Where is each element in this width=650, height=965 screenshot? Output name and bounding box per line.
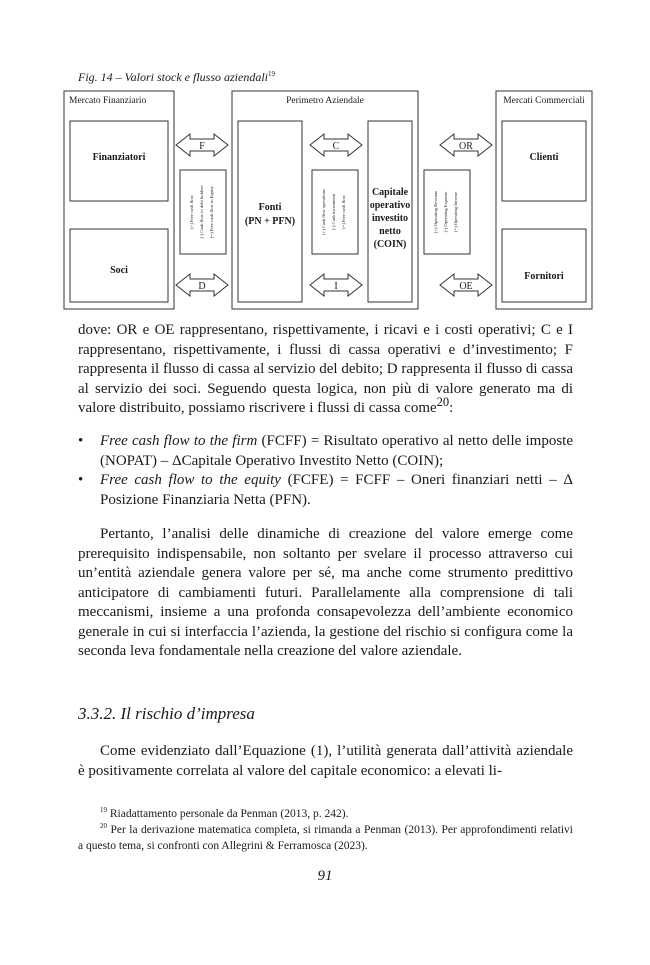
fornitori-box bbox=[502, 229, 586, 302]
arrow-d-label: D bbox=[198, 281, 206, 292]
capitale-label-2: operativo bbox=[369, 200, 411, 211]
fornitori-label: Fornitori bbox=[524, 271, 564, 282]
footnotes bbox=[78, 806, 573, 854]
fonti-sub-label: (PN + PFN) bbox=[244, 216, 296, 227]
left-flow-line-3: (=) Free cash flow to Equity bbox=[209, 186, 214, 238]
list-item: • Free cash flow to the firm (FCFF) = Risultato operativo al netto delle imposte (NOPAT) – ΔCapitale Operativo Investito Netto (COIN); bbox=[78, 433, 574, 469]
footnote: $^{20}$ Per la derivazione matematica completa, si rimanda a Penman (2013). Per approfondimenti relativi a questo tema, si confronti con Allegrini & Ferramosca (2023). bbox=[78, 822, 573, 852]
mercato-finanziario-title: Mercato Finanziario bbox=[69, 96, 147, 106]
right-flow-line-1: (+) Operating Revenue bbox=[433, 190, 438, 234]
capitale-label-4: netto bbox=[379, 226, 401, 237]
arrow-oe-label: OE bbox=[459, 281, 473, 292]
paragraph-flows-definition: dove: OR e OE rappresentano, rispettivamente, i ricavi e i costi operativi; C e I rappresentano, rispettivamente, i flussi di cassa operativi e d’investimento; F rappresenta il flusso di cassa al servizio del debito; D rappresenta il flusso di cassa al servizio dei soci. Seguendo questa logica, non più di valore generato ma di valore distribuito, possiamo riscrivere i flussi di cassa come$^{20}$: bbox=[78, 322, 573, 416]
paragraph-risk: Come evidenziato dall’Equazione (1), l’utilità generata dall’attività aziendale è positivamente correlata al valore del capitale economico: a elevati li- bbox=[78, 743, 573, 779]
soci-label: Soci bbox=[110, 265, 128, 276]
page-number: 91 bbox=[317, 868, 333, 884]
arrow-c-label: C bbox=[332, 141, 340, 152]
stock-flow-diagram bbox=[0, 0, 650, 320]
footnote: $^{19}$ Riadattamento personale da Penman (2013, p. 242). bbox=[100, 806, 349, 820]
left-flow-line-1: (+) Free cash flow bbox=[189, 195, 194, 229]
middle-flow-line-3: (=) Free cash flow bbox=[341, 195, 346, 229]
mercato-finanziario-frame bbox=[64, 91, 174, 309]
capitale-label-1: Capitale bbox=[371, 187, 409, 198]
arrow-i-label: I bbox=[334, 281, 338, 292]
capitale-label-3: investito bbox=[371, 213, 409, 224]
section-title: 3.3.2. Il rischio d’impresa bbox=[78, 704, 255, 723]
figure-caption: Fig. 14 – Valori stock e flusso aziendali$^{19}$ bbox=[78, 70, 275, 84]
middle-flow-line-2: (-) Cash investment bbox=[331, 193, 336, 231]
cash-flow-list bbox=[78, 432, 573, 510]
fonti-label: Fonti bbox=[258, 202, 282, 213]
mercati-commerciali-title: Mercati Commerciali bbox=[503, 96, 585, 106]
capitale-box bbox=[368, 121, 412, 302]
right-flow-line-2: (-) Operating Expense bbox=[443, 191, 448, 233]
middle-flow-line-1: (+) Cash flow operations bbox=[321, 189, 326, 235]
arrow-or-label: OR bbox=[459, 141, 473, 152]
perimetro-aziendale-title: Perimetro Aziendale bbox=[286, 96, 364, 106]
list-item: • Free cash flow to the equity (FCFE) = FCFF – Oneri finanziari netti – Δ Posizione Finanziaria Netta (PFN). bbox=[78, 472, 573, 508]
arrow-f-label: F bbox=[199, 141, 205, 152]
right-flow-line-3: (=) Operating Income bbox=[453, 191, 458, 233]
left-flow-line-2: (-) Cash flow to debt holders bbox=[199, 185, 204, 239]
clienti-label: Clienti bbox=[529, 152, 559, 163]
paragraph-value-creation: Pertanto, l’analisi delle dinamiche di creazione del valore emerge come prerequisito indispensabile, non soltanto per svelare il processo attraverso cui un’entità aziendale genera valore per sé, ma anche come strumento predittivo anticipatore di cambiamenti futuri. Parallelamente alla comprensione di tali meccanismi, insieme a una profonda consapevolezza dell’ambiente economico generale in cui si interfaccia l’azienda, la gestione del rischio si configura come la seconda leva fondamentale nella creazione del valore aziendale. bbox=[78, 526, 573, 659]
capitale-label-5: (COIN) bbox=[373, 239, 407, 250]
finanziatori-label: Finanziatori bbox=[92, 152, 146, 163]
